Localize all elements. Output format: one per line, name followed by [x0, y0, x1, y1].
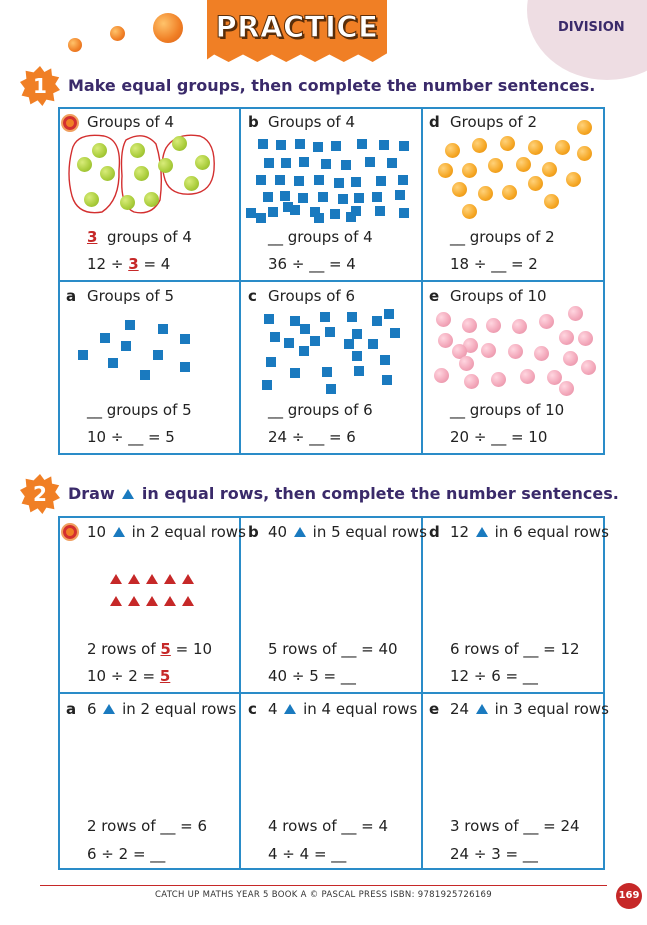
- counter-pink: [436, 312, 451, 327]
- cell-title: Groups of 10: [450, 287, 547, 305]
- count-text: 12: [450, 523, 470, 541]
- cell-letter: e: [429, 287, 440, 305]
- counter-square: [283, 202, 293, 212]
- decor-dot-large: [153, 13, 183, 43]
- cell-title: Groups of 4: [87, 113, 175, 131]
- counter-square: [263, 192, 273, 202]
- counter-square: [314, 175, 324, 185]
- decor-dot-medium: [110, 26, 125, 41]
- counter-square: [78, 350, 88, 360]
- counter-pink: [568, 306, 583, 321]
- cell-title: [87, 700, 236, 718]
- counter-green: [84, 192, 99, 207]
- topic-shape: [527, 0, 647, 80]
- cell-letter: c: [248, 287, 257, 305]
- counter-square: [390, 328, 400, 338]
- answer-value: 3: [87, 228, 98, 246]
- triangle-icon: [122, 489, 134, 499]
- counter-square: [298, 193, 308, 203]
- counter-square: [354, 366, 364, 376]
- counter-orange: [452, 182, 467, 197]
- counter-square: [266, 357, 276, 367]
- decor-dot-small: [68, 38, 82, 52]
- counter-square: [346, 212, 356, 222]
- counter-green: [172, 136, 187, 151]
- cell-title: [268, 700, 417, 718]
- counter-square: [321, 159, 331, 169]
- counter-pink: [508, 344, 523, 359]
- grid-divider: [58, 280, 605, 282]
- counter-orange: [555, 140, 570, 155]
- counter-orange: [488, 158, 503, 173]
- counter-orange: [478, 186, 493, 201]
- counter-square: [344, 339, 354, 349]
- number-sentence-2: 40 ÷ 5 = __: [268, 667, 356, 685]
- counter-square: [325, 327, 335, 337]
- number-sentence-1: [87, 228, 192, 246]
- answer-value: 3: [128, 255, 139, 273]
- counter-square: [380, 355, 390, 365]
- number-sentence-1: 5 rows of __ = 40: [268, 640, 398, 658]
- counter-pink: [520, 369, 535, 384]
- sentence-text: 10 ÷ 2 =: [87, 667, 156, 685]
- counter-pink: [462, 318, 477, 333]
- counter-square: [357, 139, 367, 149]
- instruction-text: in equal rows, then complete the number sentences.: [141, 484, 619, 503]
- number-sentence-1: 3 rows of __ = 24: [450, 817, 580, 835]
- cell-letter: d: [429, 523, 440, 541]
- drawn-triangle: [182, 596, 194, 606]
- counter-square: [299, 346, 309, 356]
- triangle-icon: [476, 527, 488, 537]
- triangle-icon: [103, 704, 115, 714]
- cell-letter: b: [248, 523, 259, 541]
- counter-square: [347, 312, 357, 322]
- counter-green: [120, 195, 135, 210]
- counter-square: [387, 158, 397, 168]
- drawn-triangle: [182, 574, 194, 584]
- drawn-triangle: [128, 574, 140, 584]
- counter-pink: [434, 368, 449, 383]
- counter-square: [284, 338, 294, 348]
- counter-square: [341, 160, 351, 170]
- triangle-icon: [476, 704, 488, 714]
- counter-orange: [544, 194, 559, 209]
- counter-orange: [462, 204, 477, 219]
- counter-square: [330, 209, 340, 219]
- counter-green: [195, 155, 210, 170]
- number-sentence-2: [87, 255, 170, 273]
- counter-square: [320, 312, 330, 322]
- number-sentence-2: [87, 667, 170, 685]
- triangle-icon: [284, 704, 296, 714]
- cell-letter: e: [429, 700, 440, 718]
- number-sentence-1: 2 rows of __ = 6: [87, 817, 208, 835]
- counter-square: [294, 176, 304, 186]
- counter-orange: [462, 163, 477, 178]
- footer-credit: CATCH UP MATHS YEAR 5 BOOK A © PASCAL PRESS ISBN: 9781925726169: [155, 890, 492, 900]
- counter-square: [318, 192, 328, 202]
- counter-square: [368, 339, 378, 349]
- count-text: 24: [450, 700, 470, 718]
- counter-orange: [445, 143, 460, 158]
- question-1-number: 1: [33, 74, 47, 98]
- counter-orange: [500, 136, 515, 151]
- cell-title: [450, 700, 609, 718]
- count-text: 10: [87, 523, 107, 541]
- counter-orange: [528, 176, 543, 191]
- rows-text: in 3 equal rows: [494, 700, 609, 718]
- counter-pink: [578, 331, 593, 346]
- number-sentence-2: 18 ÷ __ = 2: [450, 255, 538, 273]
- counter-square: [376, 176, 386, 186]
- counter-orange: [542, 162, 557, 177]
- counter-orange: [528, 140, 543, 155]
- counter-green: [134, 166, 149, 181]
- counter-pink: [464, 374, 479, 389]
- counter-pink: [486, 318, 501, 333]
- number-sentence-1: __ groups of 10: [450, 401, 565, 419]
- question-2-number: 2: [33, 482, 47, 506]
- counter-square: [326, 384, 336, 394]
- counter-square: [258, 139, 268, 149]
- number-sentence-1: __ groups of 6: [268, 401, 373, 419]
- rows-text: in 2 equal rows: [131, 523, 246, 541]
- counter-square: [264, 158, 274, 168]
- counter-green: [77, 157, 92, 172]
- cell-letter: d: [429, 113, 440, 131]
- cell-title: [450, 523, 609, 541]
- counter-square: [246, 208, 256, 218]
- sentence-text: = 4: [143, 255, 171, 273]
- counter-square: [352, 351, 362, 361]
- counter-square: [314, 213, 324, 223]
- counter-square: [384, 309, 394, 319]
- rows-text: in 2 equal rows: [122, 700, 237, 718]
- counter-green: [184, 176, 199, 191]
- counter-square: [281, 158, 291, 168]
- counter-pink: [491, 372, 506, 387]
- counter-orange: [577, 146, 592, 161]
- counter-square: [300, 324, 310, 334]
- cell-title: Groups of 4: [268, 113, 356, 131]
- counter-square: [180, 362, 190, 372]
- counter-orange: [472, 138, 487, 153]
- answer-value: 5: [160, 640, 171, 658]
- counter-square: [280, 191, 290, 201]
- cell-title: Groups of 6: [268, 287, 356, 305]
- counter-pink: [512, 319, 527, 334]
- counter-square: [338, 194, 348, 204]
- number-sentence-1: 6 rows of __ = 12: [450, 640, 580, 658]
- question-2-instruction: [68, 484, 619, 503]
- drawn-triangle: [146, 596, 158, 606]
- number-sentence-1: [87, 640, 212, 658]
- drawn-triangle: [164, 574, 176, 584]
- counter-square: [379, 140, 389, 150]
- cell-letter: a: [66, 700, 77, 718]
- counter-green: [144, 192, 159, 207]
- counter-pink: [539, 314, 554, 329]
- example-marker-icon: [61, 523, 79, 541]
- triangle-icon: [113, 527, 125, 537]
- counter-square: [398, 175, 408, 185]
- counter-square: [140, 370, 150, 380]
- answer-value: 5: [159, 667, 171, 685]
- cell-letter: c: [248, 700, 257, 718]
- number-sentence-2: 6 ÷ 2 = __: [87, 845, 166, 863]
- question-1-instruction: Make equal groups, then complete the number sentences.: [68, 76, 596, 95]
- counter-pink: [438, 333, 453, 348]
- counter-square: [295, 139, 305, 149]
- rows-text: in 6 equal rows: [494, 523, 609, 541]
- counter-pink: [559, 330, 574, 345]
- counter-square: [365, 157, 375, 167]
- cell-letter: a: [66, 287, 77, 305]
- drawn-triangle: [110, 574, 122, 584]
- counter-square: [290, 316, 300, 326]
- counter-square: [313, 142, 323, 152]
- counter-square: [108, 358, 118, 368]
- counter-square: [290, 368, 300, 378]
- counter-pink: [563, 351, 578, 366]
- counter-pink: [534, 346, 549, 361]
- counter-green: [92, 143, 107, 158]
- number-sentence-2: 10 ÷ __ = 5: [87, 428, 175, 446]
- counter-square: [354, 193, 364, 203]
- counter-square: [256, 175, 266, 185]
- counter-square: [276, 140, 286, 150]
- number-sentence-1: __ groups of 5: [87, 401, 192, 419]
- number-sentence-2: 24 ÷ 3 = __: [450, 845, 538, 863]
- counter-green: [130, 143, 145, 158]
- cell-title: Groups of 5: [87, 287, 175, 305]
- drawn-triangle: [146, 574, 158, 584]
- number-sentence-1: 4 rows of __ = 4: [268, 817, 389, 835]
- counter-square: [395, 190, 405, 200]
- number-sentence-1: __ groups of 4: [268, 228, 373, 246]
- counter-orange: [566, 172, 581, 187]
- triangle-icon: [294, 527, 306, 537]
- cell-title: [87, 523, 246, 541]
- number-sentence-2: 20 ÷ __ = 10: [450, 428, 548, 446]
- number-sentence-2: 36 ÷ __ = 4: [268, 255, 356, 273]
- drawn-triangle: [164, 596, 176, 606]
- counter-square: [180, 334, 190, 344]
- counter-square: [125, 320, 135, 330]
- cell-title: [268, 523, 427, 541]
- counter-square: [100, 333, 110, 343]
- counter-pink: [459, 356, 474, 371]
- counter-square: [310, 336, 320, 346]
- counter-orange: [502, 185, 517, 200]
- page-number: 169: [616, 883, 642, 909]
- counter-square: [351, 177, 361, 187]
- counter-orange: [438, 163, 453, 178]
- counter-square: [331, 141, 341, 151]
- drawn-triangle: [110, 596, 122, 606]
- counter-square: [158, 324, 168, 334]
- page-title: PRACTICE: [215, 10, 379, 44]
- drawn-triangle: [128, 596, 140, 606]
- topic-label: DIVISION: [558, 20, 625, 35]
- counter-square: [270, 332, 280, 342]
- counter-square: [256, 213, 266, 223]
- rows-text: in 4 equal rows: [303, 700, 418, 718]
- counter-square: [375, 206, 385, 216]
- instruction-text: Draw: [68, 484, 115, 503]
- counter-orange: [577, 120, 592, 135]
- counter-square: [153, 350, 163, 360]
- sentence-text: 2 rows of: [87, 640, 156, 658]
- number-sentence-2: 4 ÷ 4 = __: [268, 845, 347, 863]
- counter-square: [268, 207, 278, 217]
- cell-title: Groups of 2: [450, 113, 538, 131]
- counter-pink: [581, 360, 596, 375]
- counter-square: [399, 141, 409, 151]
- counter-square: [322, 367, 332, 377]
- number-sentence-2: 24 ÷ __ = 6: [268, 428, 356, 446]
- sentence-text: groups of 4: [106, 228, 192, 246]
- count-text: 40: [268, 523, 288, 541]
- counter-square: [372, 316, 382, 326]
- counter-square: [262, 380, 272, 390]
- counter-square: [299, 157, 309, 167]
- counter-green: [158, 158, 173, 173]
- counter-pink: [559, 381, 574, 396]
- cell-letter: b: [248, 113, 259, 131]
- counter-square: [121, 341, 131, 351]
- footer-rule: [40, 885, 607, 886]
- counter-square: [372, 192, 382, 202]
- counter-square: [275, 175, 285, 185]
- sentence-text: = 10: [175, 640, 213, 658]
- counter-square: [334, 178, 344, 188]
- counter-orange: [516, 157, 531, 172]
- count-text: 4: [268, 700, 278, 718]
- sentence-text: 12 ÷: [87, 255, 124, 273]
- counter-green: [100, 166, 115, 181]
- counter-square: [352, 329, 362, 339]
- counter-square: [399, 208, 409, 218]
- number-sentence-1: __ groups of 2: [450, 228, 555, 246]
- counter-pink: [481, 343, 496, 358]
- number-sentence-2: 12 ÷ 6 = __: [450, 667, 538, 685]
- grid-divider: [58, 692, 605, 694]
- rows-text: in 5 equal rows: [312, 523, 427, 541]
- counter-square: [382, 375, 392, 385]
- counter-square: [264, 314, 274, 324]
- count-text: 6: [87, 700, 97, 718]
